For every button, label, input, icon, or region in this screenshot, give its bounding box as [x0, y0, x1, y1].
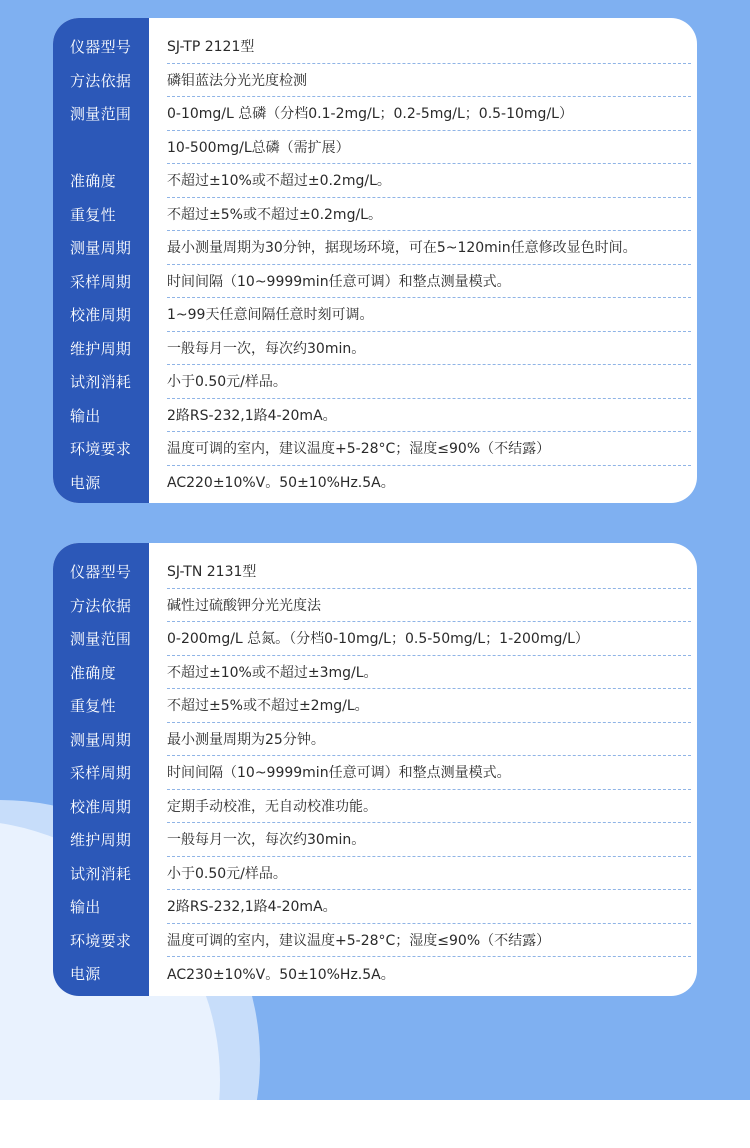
spec-label: 准确度 [70, 663, 116, 682]
spec-value: 不超过±10%或不超过±0.2mg/L。 [167, 164, 691, 198]
spec-label: 试剂消耗 [70, 864, 132, 883]
spec-label: 环境要求 [70, 931, 132, 950]
spec-value: 温度可调的室内，建议温度+5-28°C；湿度≤90%（不结露） [167, 432, 691, 466]
value-column [149, 18, 697, 503]
spec-label: 维护周期 [70, 831, 132, 850]
spec-value: 时间间隔（10~9999min任意可调）和整点测量模式。 [167, 265, 691, 299]
spec-value: 一般每月一次，每次约30min。 [167, 823, 691, 857]
spec-value: 2路RS-232,1路4-20mA。 [167, 890, 691, 924]
spec-value: 小于0.50元/样品。 [167, 365, 691, 399]
spec-label: 重复性 [70, 205, 116, 224]
spec-value: 0-10mg/L 总磷（分档0.1-2mg/L；0.2-5mg/L；0.5-10mg/L） [167, 97, 691, 131]
spec-label: 采样周期 [70, 764, 132, 783]
spec-label: 环境要求 [70, 440, 132, 459]
spec-value: 最小测量周期为25分钟。 [167, 723, 691, 757]
spec-label: 校准周期 [70, 306, 132, 325]
label-column [53, 18, 149, 503]
spec-value: 不超过±10%或不超过±3mg/L。 [167, 656, 691, 690]
spec-value: 不超过±5%或不超过±0.2mg/L。 [167, 198, 691, 232]
spec-label: 电源 [70, 965, 101, 984]
spec-label: 电源 [70, 473, 101, 492]
spec-value: 最小测量周期为30分钟，据现场环境，可在5~120min任意修改显色时间。 [167, 231, 691, 265]
spec-label: 测量周期 [70, 239, 132, 258]
spec-label: 输出 [70, 406, 101, 425]
spec-value: AC220±10%V。50±10%Hz.5A。 [167, 475, 395, 492]
spec-value: 磷钼蓝法分光光度检测 [167, 64, 691, 98]
spec-value: 一般每月一次，每次约30min。 [167, 332, 691, 366]
spec-label: 方法依据 [70, 596, 132, 615]
spec-label: 输出 [70, 898, 101, 917]
spec-label: 准确度 [70, 172, 116, 191]
spec-value: 小于0.50元/样品。 [167, 857, 691, 891]
spec-label: 测量周期 [70, 730, 132, 749]
spec-value: 1~99天任意间隔任意时刻可调。 [167, 298, 691, 332]
spec-value: 温度可调的室内，建议温度+5-28°C；湿度≤90%（不结露） [167, 924, 691, 958]
spec-label: 校准周期 [70, 797, 132, 816]
spec-label: 测量范围 [70, 630, 132, 649]
spec-label: 试剂消耗 [70, 373, 132, 392]
spec-label: 仪器型号 [70, 563, 132, 582]
spec-value: 2路RS-232,1路4-20mA。 [167, 399, 691, 433]
value-column [149, 543, 697, 996]
spec-value: 不超过±5%或不超过±2mg/L。 [167, 689, 691, 723]
spec-value: 10-500mg/L总磷（需扩展） [167, 131, 691, 165]
spec-value: 时间间隔（10~9999min任意可调）和整点测量模式。 [167, 756, 691, 790]
spec-value: AC230±10%V。50±10%Hz.5A。 [167, 966, 395, 983]
spec-value: 碱性过硫酸钾分光光度法 [167, 589, 691, 623]
spec-label: 方法依据 [70, 71, 132, 90]
spec-label: 维护周期 [70, 339, 132, 358]
spec-card-tp [53, 18, 697, 503]
label-column [53, 543, 149, 996]
spec-label: 测量范围 [70, 105, 132, 124]
spec-label: 重复性 [70, 697, 116, 716]
spec-value: 0-200mg/L 总氮。（分档0-10mg/L；0.5-50mg/L；1-200mg/L） [167, 622, 691, 656]
spec-label: 采样周期 [70, 272, 132, 291]
spec-value: SJ-TN 2131型 [167, 555, 691, 589]
spec-card-tn [53, 543, 697, 996]
spec-value: SJ-TP 2121型 [167, 30, 691, 64]
spec-label: 仪器型号 [70, 38, 132, 57]
spec-label [53, 131, 149, 165]
spec-value: 定期手动校准，无自动校准功能。 [167, 790, 691, 824]
